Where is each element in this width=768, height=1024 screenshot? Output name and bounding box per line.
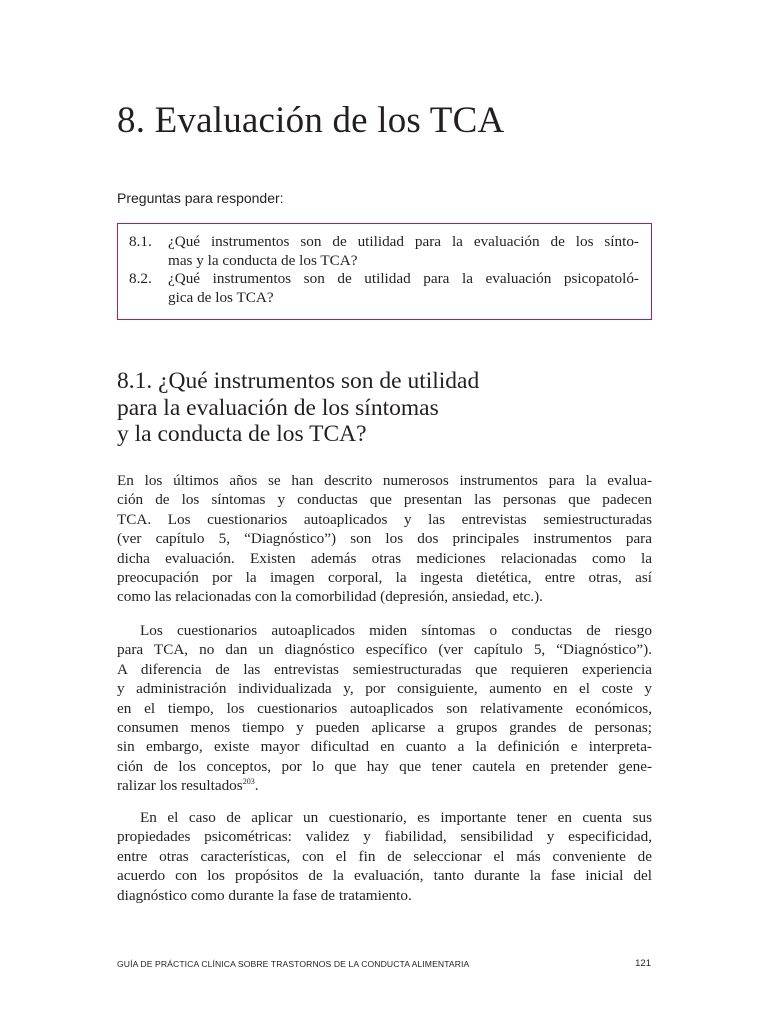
paragraph-line: y administración individualizada y, por consiguiente, aumento en el coste y xyxy=(117,680,652,698)
paragraph-line: consumen menos tiempo y pueden aplicarse a grupos grandes de personas; xyxy=(117,719,652,737)
paragraph-line: En los últimos años se han descrito numerosos instrumentos para la evalua- xyxy=(117,472,652,489)
paragraph-3 xyxy=(117,808,652,905)
question-text-line: gica de los TCA? xyxy=(168,288,274,306)
question-text-line: ¿Qué instrumentos son de utilidad para la evaluación de los sínto- xyxy=(168,233,639,250)
question-number: 8.1. xyxy=(129,233,152,250)
paragraph-line: como las relacionadas con la comorbilidad (depresión, ansiedad, etc.). xyxy=(117,588,543,606)
paragraph-line: sin embargo, existe mayor dificultad en cuanto a la definición e interpreta- xyxy=(117,738,652,756)
paragraph-line: A diferencia de las entrevistas semiestructuradas que requieren experiencia xyxy=(117,660,652,678)
section-heading-line: y la conducta de los TCA? xyxy=(117,421,367,447)
paragraph-line: ción de los síntomas y conductas que presentan las personas que padecen xyxy=(117,491,652,509)
paragraph-line: En el caso de aplicar un cuestionario, es importante tener en cuenta sus xyxy=(140,809,652,826)
questions-label: Preguntas para responder: xyxy=(117,190,284,206)
question-item-8-1 xyxy=(129,233,639,270)
reference-superscript: 203 xyxy=(242,777,255,787)
question-text xyxy=(168,233,639,270)
questions-box xyxy=(117,223,652,320)
paragraph-line: en el tiempo, los cuestionarios autoaplicados son relativamente económicos, xyxy=(117,699,652,717)
page-number: 121 xyxy=(635,958,651,969)
footer-running-title: GUÍA DE PRÁCTICA CLÍNICA SOBRE TRASTORNOS DE LA CONDUCTA ALIMENTARIA xyxy=(117,959,470,969)
question-item-8-2 xyxy=(129,270,639,307)
question-text-line: mas y la conducta de los TCA? xyxy=(168,251,358,269)
paragraph-line: TCA. Los cuestionarios autoaplicados y las entrevistas semiestructuradas xyxy=(117,510,652,528)
paragraph-line: para TCA, no dan un diagnóstico específico (ver capítulo 5, “Diagnóstico”). xyxy=(117,641,652,659)
paragraph-line: acuerdo con los propósitos de la evaluación, tanto durante la fase inicial del xyxy=(117,867,652,885)
paragraph-text: ralizar los resultados xyxy=(117,777,243,795)
paragraph-period: . xyxy=(254,777,259,795)
paragraph-1 xyxy=(117,471,652,607)
chapter-title: 8. Evaluación de los TCA xyxy=(117,100,505,141)
paragraph-line: dicha evaluación. Existen además otras mediciones relacionadas como la xyxy=(117,549,652,567)
paragraph-line: entre otras características, con el fin de seleccionar el más conveniente de xyxy=(117,847,652,865)
paragraph-line: diagnóstico como durante la fase de tratamiento. xyxy=(117,886,412,904)
question-number: 8.2. xyxy=(129,270,152,287)
paragraph-line: ción de los conceptos, por lo que hay que tener cautela en pretender gene- xyxy=(117,757,652,775)
question-text-line: ¿Qué instrumentos son de utilidad para la evaluación psicopatoló- xyxy=(168,270,639,287)
section-heading-line: 8.1. ¿Qué instrumentos son de utilidad xyxy=(117,368,480,394)
paragraph-line: propiedades psicométricas: validez y fiabilidad, sensibilidad y especificidad, xyxy=(117,828,652,846)
paragraph-line: preocupación por la imagen corporal, la ingesta dietética, entre otras, así xyxy=(117,569,652,587)
section-heading-line: para la evaluación de los síntomas xyxy=(117,394,439,421)
paragraph-line: (ver capítulo 5, “Diagnóstico”) son los dos principales instrumentos para xyxy=(117,530,652,548)
question-text xyxy=(168,270,639,307)
paragraph-2 xyxy=(117,621,652,796)
paragraph-line-last xyxy=(117,776,652,795)
paragraph-line: Los cuestionarios autoaplicados miden síntomas o conductas de riesgo xyxy=(140,622,652,639)
section-heading xyxy=(117,368,637,448)
